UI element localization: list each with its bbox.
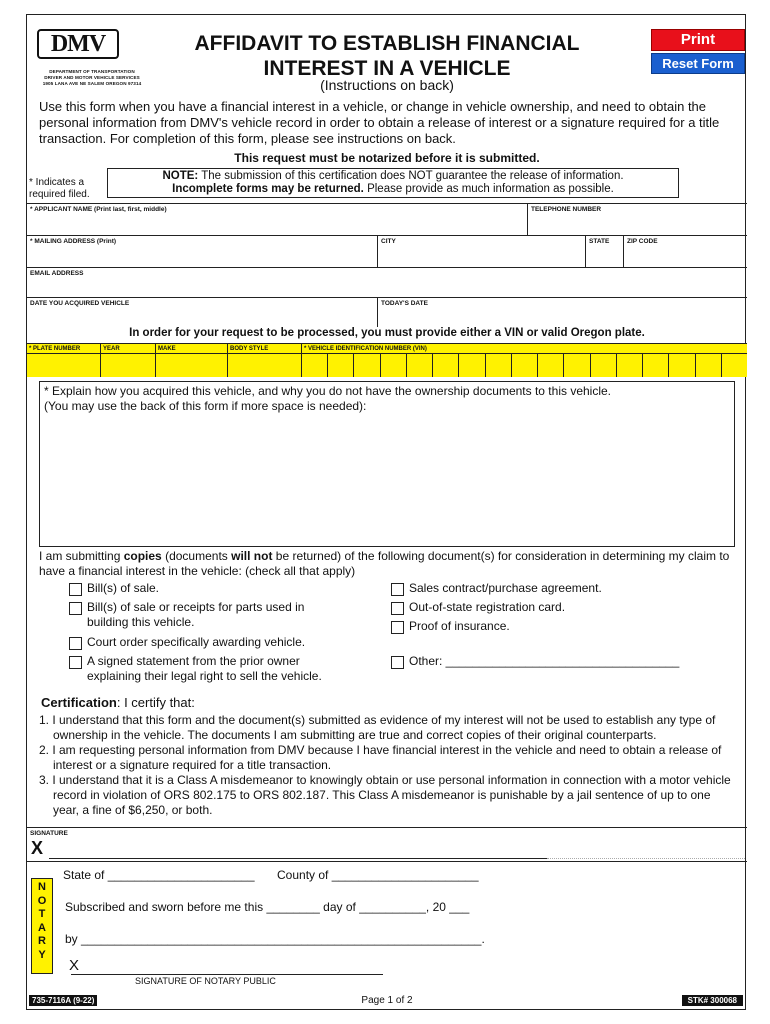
certification-list xyxy=(39,713,739,818)
logo-sub-line: 1905 LANA AVE NE SALEM OREGON 97314 xyxy=(42,80,142,86)
signed-statement-line: A signed statement from the prior owner xyxy=(87,654,300,668)
note-text: The submission of this certification does NOT guarantee the release of information. xyxy=(201,170,624,182)
signature-label: SIGNATURE xyxy=(30,830,68,837)
body-style-field[interactable] xyxy=(227,354,301,377)
telephone-label: TELEPHONE NUMBER xyxy=(531,206,602,213)
court-order-checkbox[interactable] xyxy=(69,637,82,650)
zip-cell xyxy=(623,236,747,267)
form-subtitle: (Instructions on back) xyxy=(320,77,454,93)
stock-number: STK# 300068 xyxy=(682,995,743,1006)
certification-item: 2. I am requesting personal information from DMV because I have financial interest in the vehicle and need to obtain a release of interest or a signature required for a title transaction. xyxy=(39,743,722,772)
state-input[interactable] xyxy=(589,247,620,261)
out-of-state-checkbox[interactable] xyxy=(391,602,404,615)
court-order-label: Court order specifically awarding vehicle. xyxy=(87,635,306,649)
form-title xyxy=(157,31,617,81)
mailing-address-input[interactable] xyxy=(30,247,374,261)
notary-by-line[interactable]: by ____________________________________________________________. xyxy=(65,932,485,946)
signature-row[interactable] xyxy=(27,827,747,861)
bill-parts-line: Bill(s) of sale or receipts for parts used in xyxy=(87,600,305,614)
title-line: AFFIDAVIT TO ESTABLISH FINANCIAL xyxy=(194,32,580,55)
explanation-box[interactable] xyxy=(39,381,735,547)
plate-number-field[interactable] xyxy=(27,354,100,377)
copies-text: (documents xyxy=(165,549,228,563)
vin-character-box[interactable] xyxy=(406,354,432,377)
notary-letter: T xyxy=(38,908,46,920)
dmv-logo-subtext xyxy=(31,69,153,86)
vin-character-box[interactable] xyxy=(563,354,589,377)
telephone-input[interactable] xyxy=(531,215,744,229)
mailing-address-label: * MAILING ADDRESS (Print) xyxy=(30,238,117,245)
vin-character-box[interactable] xyxy=(642,354,668,377)
copies-bold: copies xyxy=(123,549,162,563)
year-label: YEAR xyxy=(100,344,155,354)
signature-line xyxy=(49,858,547,859)
dmv-logo xyxy=(31,23,153,103)
notarized-notice: This request must be notarized before it is submitted. xyxy=(234,151,540,165)
intro-text: Use this form when you have a financial interest in a vehicle, or change in vehicle ownership, and need to obtain the personal information from DMV's vehicle record in order to obtain a release of interest or a signature required for a title transaction. For completion of this form, please see instructions on back. xyxy=(39,99,720,146)
copies-intro xyxy=(39,549,739,579)
date-acquired-input[interactable] xyxy=(30,309,374,323)
certification-item: 1. I understand that this form and the document(s) submitted as evidence of my interest will not be used to establish any type of ownership in the vehicle. The documents I am submitting are true and correct copies of their original counterparts. xyxy=(39,713,716,742)
notary-letter: N xyxy=(38,881,46,893)
notary-state[interactable]: State of ______________________ xyxy=(63,868,255,882)
signed-statement-label xyxy=(87,654,322,684)
notary-letter: Y xyxy=(38,948,46,961)
notary-side-label xyxy=(31,878,53,974)
form-number: 735-7116A (9-22) xyxy=(29,995,97,1006)
form-page xyxy=(26,14,746,1010)
todays-date-cell xyxy=(377,298,747,327)
certification-item: 3. I understand that it is a Class A misdemeanor to knowingly obtain or use personal information in connection with a motor vehicle record in violation of ORS 802.175 to ORS 802.187. This Class A misdemeanor is punishable by a jail sentence of up to one year, a fine of $6,250, or both. xyxy=(39,773,731,817)
year-field[interactable] xyxy=(100,354,155,377)
page-number: Page 1 of 2 xyxy=(361,995,413,1006)
note-box xyxy=(107,168,679,198)
other-checkbox[interactable] xyxy=(391,656,404,669)
applicant-row xyxy=(27,203,747,235)
signature-x-mark: X xyxy=(31,838,44,858)
vin-character-box[interactable] xyxy=(380,354,406,377)
mailing-address-cell xyxy=(27,236,377,267)
sales-contract-label: Sales contract/purchase agreement. xyxy=(409,581,602,595)
reset-form-button[interactable]: Reset Form xyxy=(651,53,745,74)
vin-character-box[interactable] xyxy=(432,354,458,377)
note-bold-text: Incomplete forms may be returned. xyxy=(172,183,364,195)
title-line: INTEREST IN A VEHICLE xyxy=(263,57,511,80)
todays-date-input[interactable] xyxy=(381,309,744,323)
bill-parts-line: building this vehicle. xyxy=(87,615,195,629)
note-rest-text: Please provide as much information as possible. xyxy=(367,183,614,195)
signature-date-line xyxy=(547,858,745,859)
notary-letter: R xyxy=(38,935,46,947)
state-cell xyxy=(585,236,623,267)
notary-county[interactable]: County of ______________________ xyxy=(277,868,479,882)
dmv-logo-mark: DMV xyxy=(37,29,119,59)
vin-label: * VEHICLE IDENTIFICATION NUMBER (VIN) xyxy=(301,344,747,354)
date-row xyxy=(27,297,747,327)
date-acquired-cell xyxy=(27,298,377,327)
copies-text: I am submitting xyxy=(39,549,121,563)
vin-character-box[interactable] xyxy=(721,354,747,377)
date-acquired-label: DATE YOU ACQUIRED VEHICLE xyxy=(30,300,130,307)
make-label: MAKE xyxy=(155,344,227,354)
print-button[interactable]: Print xyxy=(651,29,745,51)
vin-character-box[interactable] xyxy=(616,354,642,377)
plate-number-label: * PLATE NUMBER xyxy=(27,344,100,354)
notary-signature-label: SIGNATURE OF NOTARY PUBLIC xyxy=(135,976,276,986)
vin-character-box[interactable] xyxy=(695,354,721,377)
zip-label: ZIP CODE xyxy=(627,238,658,245)
certification-title-rest: : I certify that: xyxy=(116,695,195,710)
state-label: STATE xyxy=(589,238,610,245)
vin-character-box[interactable] xyxy=(668,354,694,377)
city-cell xyxy=(377,236,585,267)
todays-date-label: TODAY'S DATE xyxy=(381,300,428,307)
vin-character-box[interactable] xyxy=(327,354,353,377)
bill-parts-label xyxy=(87,600,304,630)
applicant-name-label: * APPLICANT NAME (Print last, first, middle) xyxy=(30,206,167,213)
explanation-hint: (You may use the back of this form if more space is needed): xyxy=(44,399,367,413)
notary-letter: O xyxy=(37,894,47,907)
bill-of-sale-checkbox[interactable] xyxy=(69,583,82,596)
note-label: NOTE: xyxy=(162,170,199,182)
notary-x-mark: X xyxy=(69,957,80,974)
other-label: Other: ___________________________________ xyxy=(409,654,680,668)
applicant-name-cell xyxy=(27,204,527,235)
explanation-prompt: * Explain how you acquired this vehicle, and why you do not have the ownership documents to this vehicle. xyxy=(44,384,611,398)
email-cell xyxy=(27,268,747,297)
certification-title: Certification xyxy=(41,695,117,710)
certification-heading xyxy=(41,695,195,710)
city-label: CITY xyxy=(381,238,396,245)
vin-character-box[interactable] xyxy=(537,354,563,377)
vin-character-box[interactable] xyxy=(590,354,616,377)
vin-character-box[interactable] xyxy=(353,354,379,377)
zip-input[interactable] xyxy=(627,247,744,261)
address-row xyxy=(27,235,747,267)
copies-bold: will not xyxy=(231,549,273,563)
email-row xyxy=(27,267,747,297)
notary-letter: A xyxy=(38,921,46,934)
insurance-checkbox[interactable] xyxy=(391,621,404,634)
out-of-state-label: Out-of-state registration card. xyxy=(409,600,566,614)
signed-statement-checkbox[interactable] xyxy=(69,656,82,669)
notary-signature-line[interactable] xyxy=(71,974,383,975)
insurance-label: Proof of insurance. xyxy=(409,619,510,633)
signed-statement-line: explaining their legal right to sell the vehicle. xyxy=(87,669,322,683)
logo-sub-line: DRIVER AND MOTOR VEHICLE SERVICES xyxy=(44,74,140,80)
vin-character-box[interactable] xyxy=(458,354,484,377)
telephone-cell xyxy=(527,204,747,235)
vin-character-box[interactable] xyxy=(511,354,537,377)
vin-character-box[interactable] xyxy=(485,354,511,377)
make-field[interactable] xyxy=(155,354,227,377)
required-field-note: * Indicates a required filed. xyxy=(29,177,90,200)
logo-sub-line: DEPARTMENT OF TRANSPORTATION xyxy=(49,69,135,74)
bill-parts-checkbox[interactable] xyxy=(69,602,82,615)
sales-contract-checkbox[interactable] xyxy=(391,583,404,596)
copies-text: be returned) of the following document(s) for consideration in determining my claim to have a financial interest in the vehicle: (check all that apply) xyxy=(39,549,730,578)
bill-of-sale-label: Bill(s) of sale. xyxy=(87,581,160,595)
body-style-label: BODY STYLE xyxy=(227,344,301,354)
email-label: EMAIL ADDRESS xyxy=(30,270,84,277)
vin-heading: In order for your request to be processed, you must provide either a VIN or valid Oregon plate. xyxy=(129,327,645,339)
vehicle-row xyxy=(27,343,747,377)
notary-sworn-line[interactable]: Subscribed and sworn before me this ________ day of __________, 20 ___ xyxy=(65,900,470,914)
applicant-name-input[interactable] xyxy=(30,215,524,229)
email-input[interactable] xyxy=(30,279,744,293)
vin-character-box[interactable] xyxy=(301,354,327,377)
city-input[interactable] xyxy=(381,247,582,261)
notary-section xyxy=(27,861,747,987)
